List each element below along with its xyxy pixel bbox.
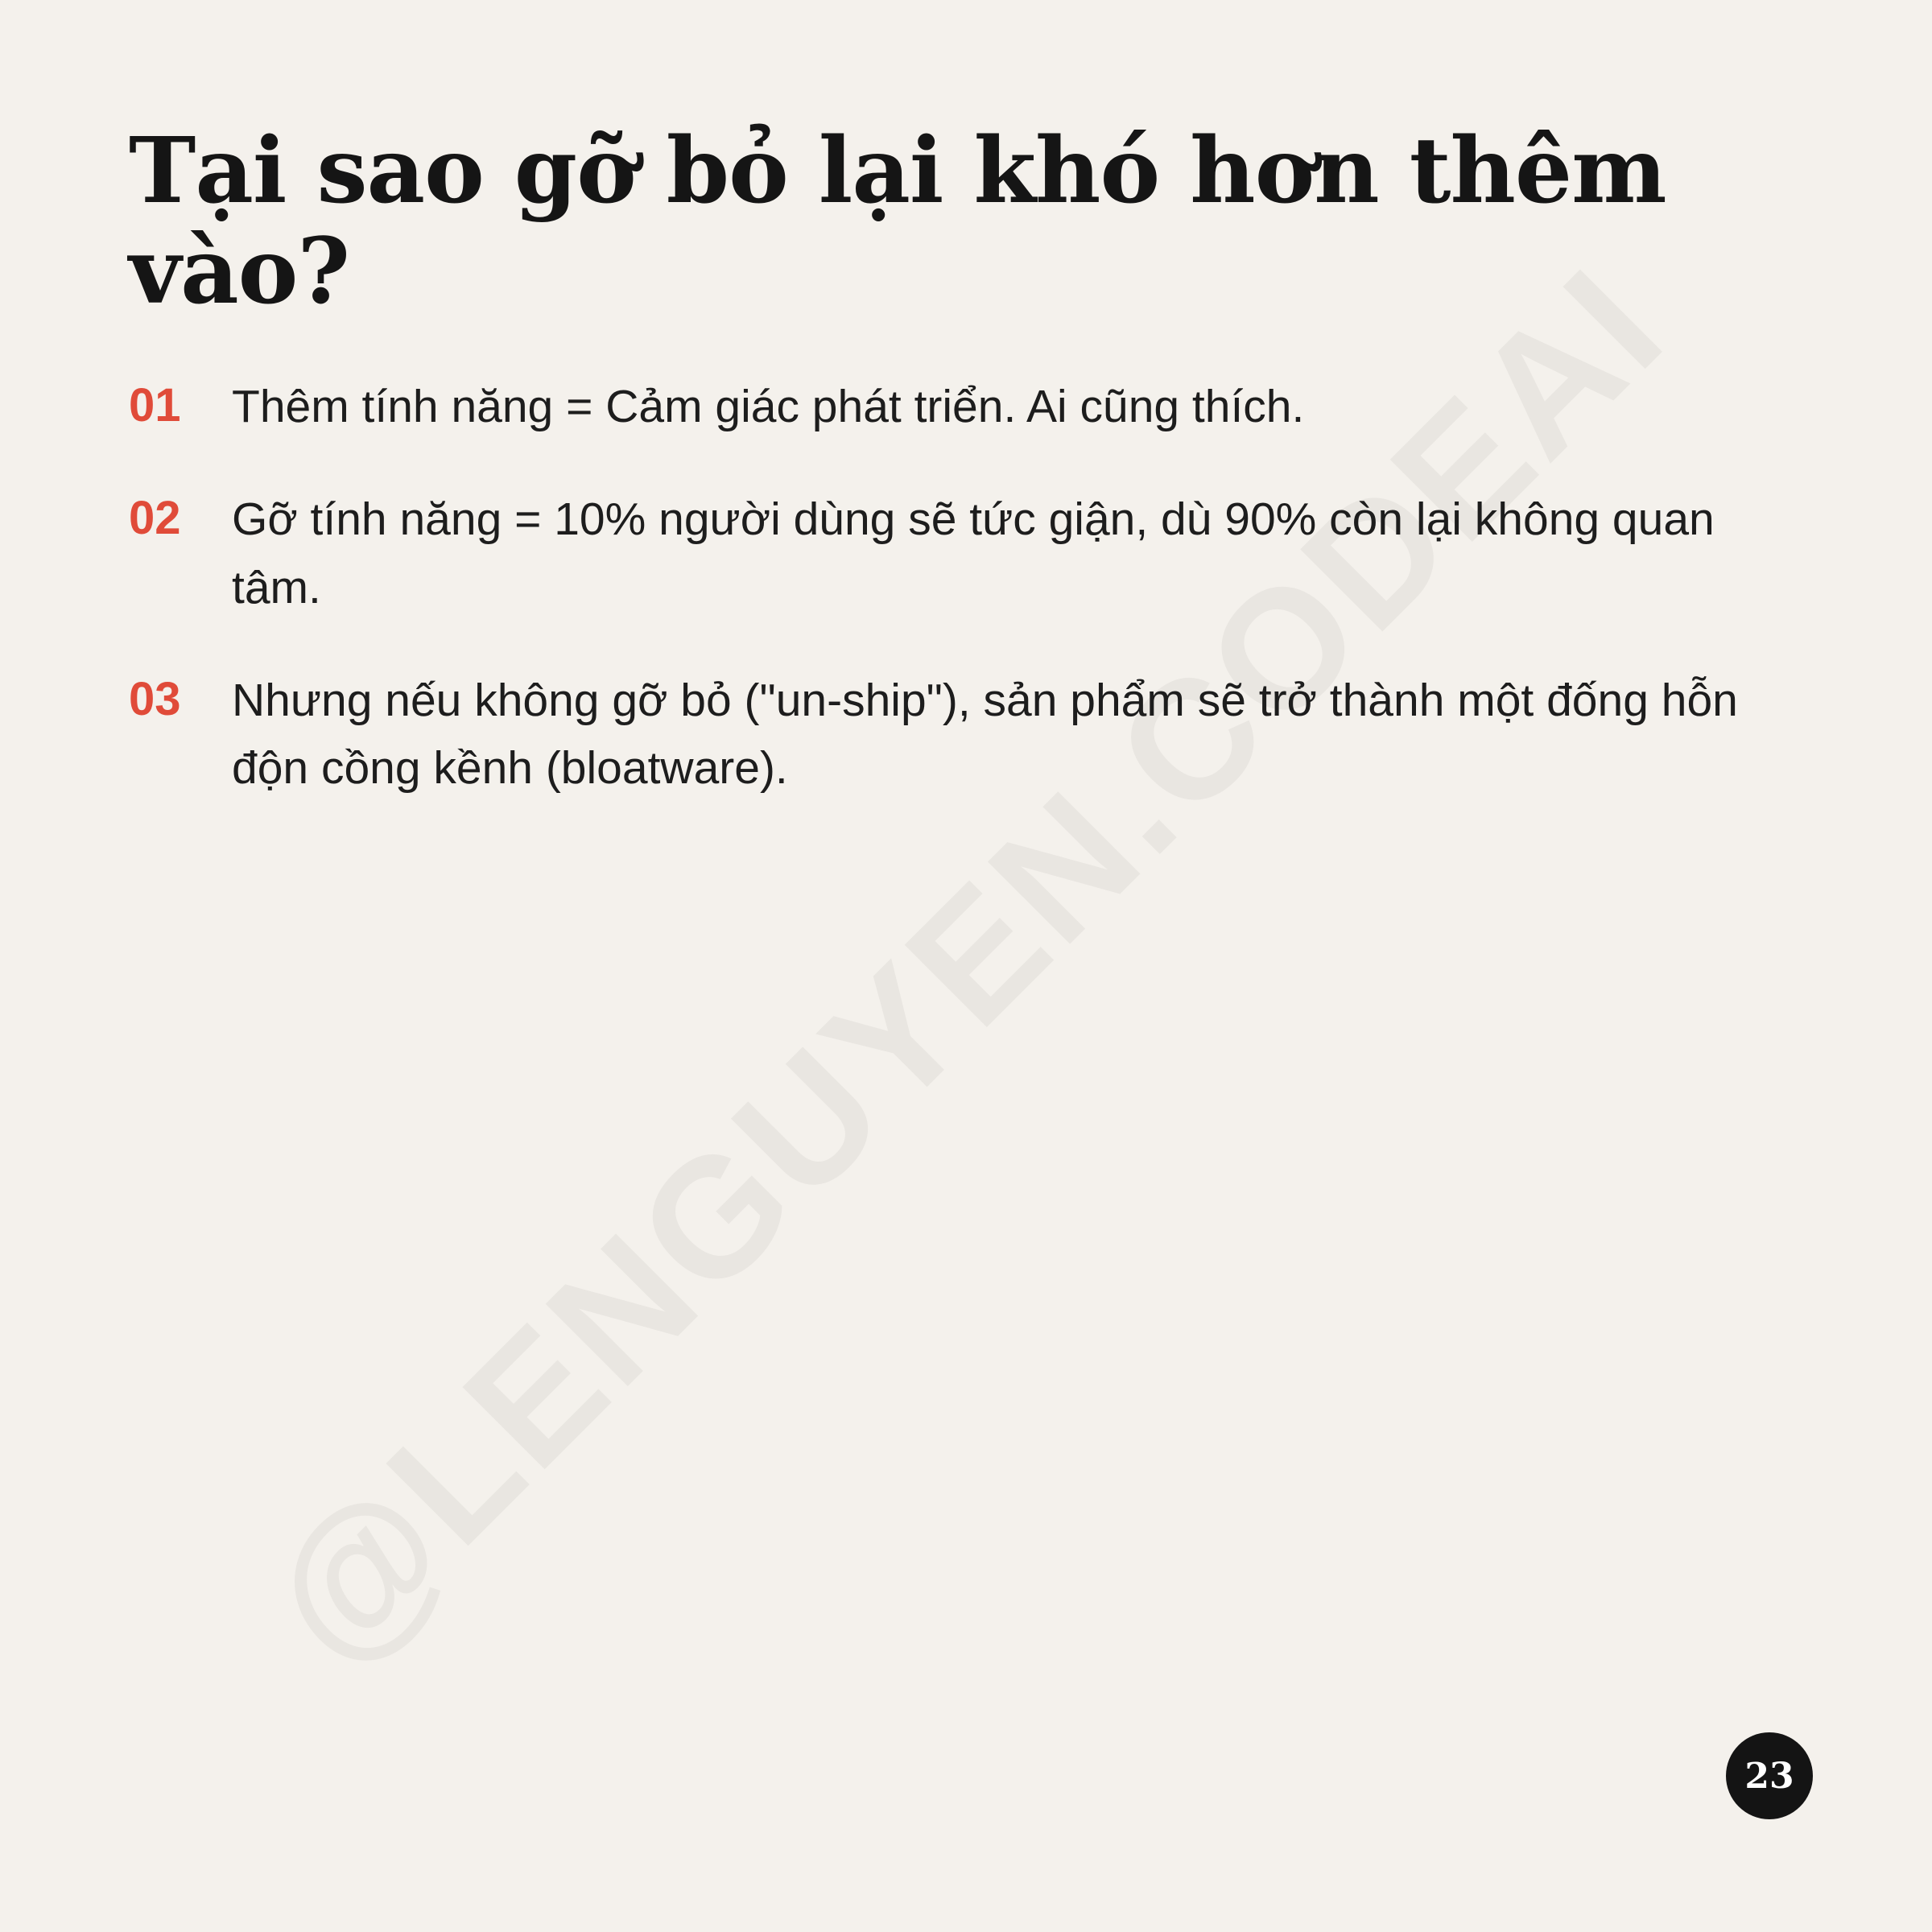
page-number-badge: 23: [1726, 1732, 1813, 1819]
list-item-text: Nhưng nếu không gỡ bỏ ("un-ship"), sản phẩm sẽ trở thành một đống hỗn độn cồng kềnh (bloatware).: [232, 674, 1738, 795]
numbered-list: [129, 373, 1803, 803]
list-item: [129, 667, 1803, 803]
slide-content: [129, 118, 1803, 803]
list-item: [129, 373, 1803, 440]
list-item-text: Thêm tính năng = Cảm giác phát triển. Ai cũng thích.: [232, 380, 1305, 432]
list-item-number: 03: [129, 672, 181, 725]
list-item-number: 01: [129, 378, 181, 431]
list-item: [129, 485, 1803, 621]
list-item-number: 02: [129, 492, 181, 545]
list-item-text: Gỡ tính năng = 10% người dùng sẽ tức giận, dù 90% còn lại không quan tâm.: [232, 493, 1715, 613]
page-title: Tại sao gỡ bỏ lại khó hơn thêm vào?: [129, 118, 1666, 325]
